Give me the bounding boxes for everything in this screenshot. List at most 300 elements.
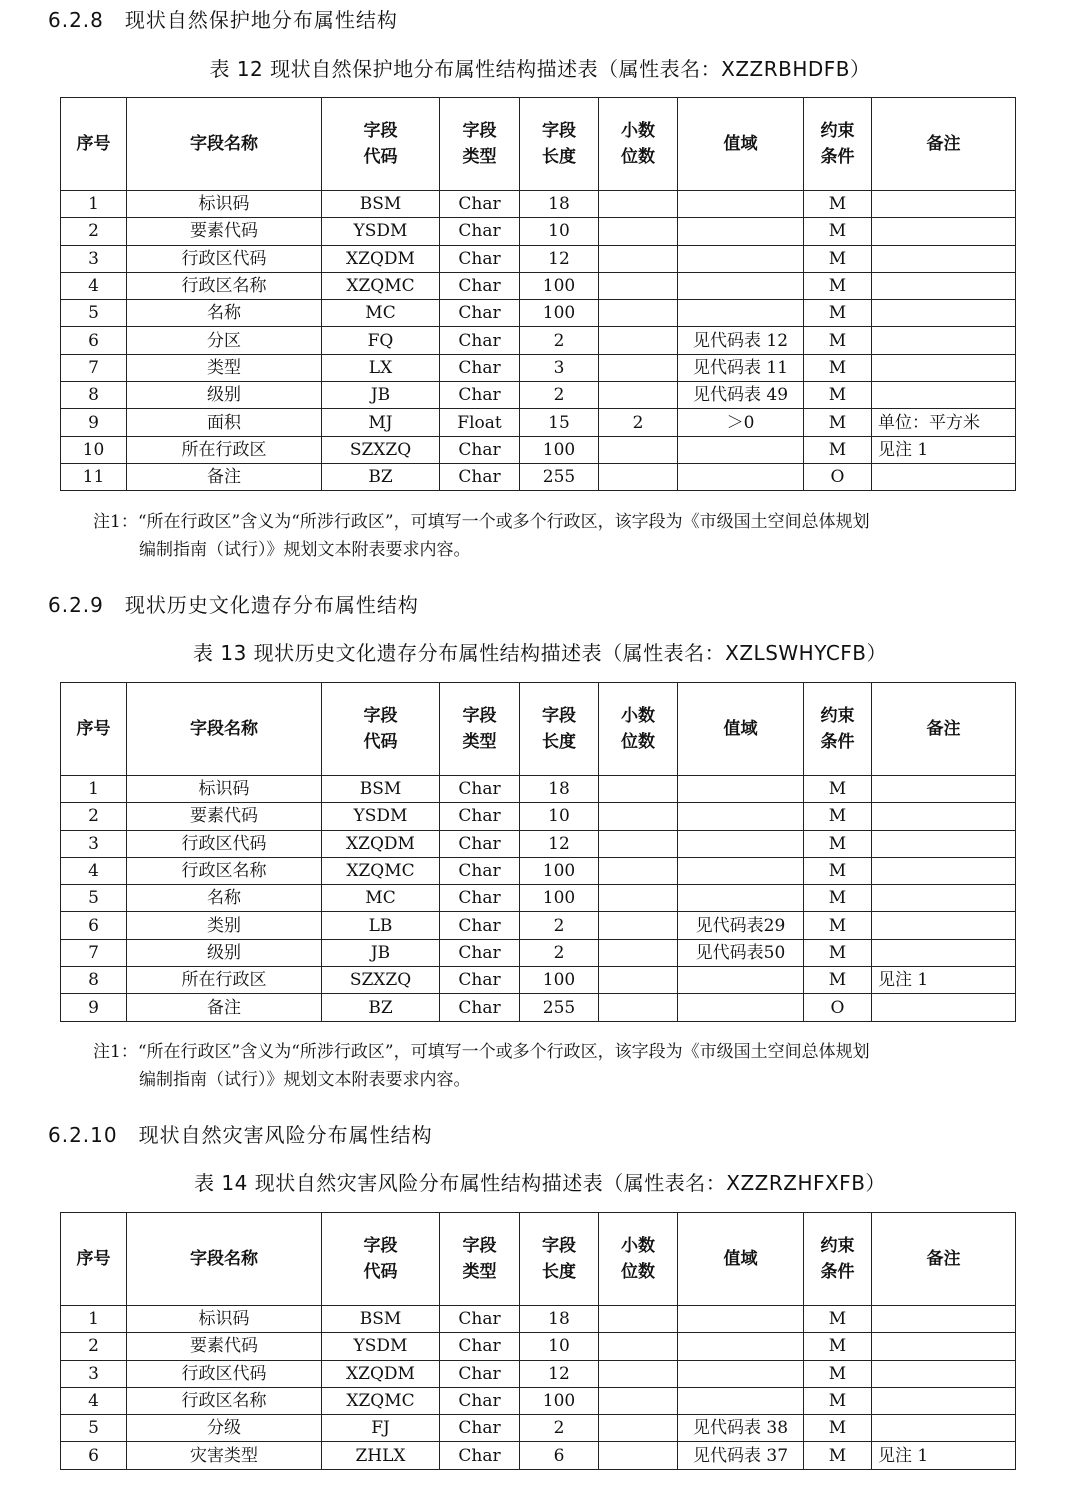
cell-field-length: 6 [520,1442,599,1469]
cell-field-code: YSDM [322,803,440,830]
cell-value-domain [678,218,804,245]
cell-field-name: 类型 [127,354,322,381]
cell-value-domain: 见代码表50 [678,939,804,966]
header-field-type: 字段 类型 [440,683,520,776]
table-row [61,300,1016,327]
cell-remarks [872,300,1016,327]
cell-decimals [599,912,678,939]
table-note-12 [93,508,1023,564]
cell-value-domain: 见代码表 38 [678,1415,804,1442]
cell-remarks [872,272,1016,299]
table-row [61,857,1016,884]
cell-seq: 1 [61,1306,127,1333]
cell-seq: 9 [61,409,127,436]
cell-constraint: M [804,218,872,245]
cell-constraint: M [804,436,872,463]
cell-remarks [872,803,1016,830]
cell-field-type: Char [440,1442,520,1469]
cell-field-type: Char [440,885,520,912]
cell-field-length: 255 [520,994,599,1021]
cell-constraint: M [804,857,872,884]
cell-field-code: FJ [322,1415,440,1442]
cell-field-length: 255 [520,463,599,490]
cell-value-domain: ＞0 [678,409,804,436]
cell-field-code: XZQDM [322,1360,440,1387]
cell-field-code: SZXZQ [322,967,440,994]
cell-field-name: 分区 [127,327,322,354]
cell-value-domain [678,1387,804,1414]
cell-remarks [872,191,1016,218]
table-row [61,939,1016,966]
cell-remarks [872,830,1016,857]
cell-field-length: 12 [520,245,599,272]
cell-field-code: FQ [322,327,440,354]
cell-field-name: 行政区名称 [127,272,322,299]
header-value-domain: 值域 [678,683,804,776]
cell-field-code: ZHLX [322,1442,440,1469]
cell-constraint: M [804,191,872,218]
cell-field-type: Char [440,830,520,857]
cell-field-length: 18 [520,776,599,803]
table-row [61,1360,1016,1387]
note-line-1: 注1：“所在行政区”含义为“所涉行政区”，可填写一个或多个行政区，该字段为《市级国土空间总体规划 [93,512,870,532]
cell-seq: 5 [61,885,127,912]
cell-field-type: Char [440,857,520,884]
header-value-domain: 值域 [678,98,804,191]
cell-field-code: YSDM [322,1333,440,1360]
cell-field-length: 12 [520,1360,599,1387]
cell-constraint: M [804,1442,872,1469]
table-row [61,382,1016,409]
cell-field-length: 10 [520,1333,599,1360]
cell-value-domain [678,191,804,218]
cell-field-type: Char [440,245,520,272]
cell-field-name: 面积 [127,409,322,436]
cell-value-domain [678,776,804,803]
cell-seq: 3 [61,1360,127,1387]
cell-value-domain [678,1333,804,1360]
cell-field-name: 行政区代码 [127,830,322,857]
header-seq: 序号 [61,98,127,191]
header-remarks: 备注 [872,683,1016,776]
cell-seq: 3 [61,245,127,272]
cell-constraint: M [804,409,872,436]
header-field-length: 字段 长度 [520,683,599,776]
cell-seq: 6 [61,327,127,354]
cell-value-domain [678,1306,804,1333]
cell-seq: 8 [61,382,127,409]
table-row [61,409,1016,436]
cell-decimals [599,776,678,803]
cell-constraint: M [804,1360,872,1387]
cell-field-type: Char [440,939,520,966]
cell-seq: 2 [61,803,127,830]
header-field-code: 字段 代码 [322,1213,440,1306]
header-decimals: 小数 位数 [599,98,678,191]
cell-field-type: Char [440,1360,520,1387]
header-field-name: 字段名称 [127,98,322,191]
cell-field-code: LB [322,912,440,939]
cell-field-name: 灾害类型 [127,1442,322,1469]
cell-constraint: M [804,300,872,327]
cell-value-domain [678,967,804,994]
cell-field-length: 100 [520,300,599,327]
table-row [61,1306,1016,1333]
table-row [61,191,1016,218]
cell-decimals [599,1333,678,1360]
cell-remarks [872,885,1016,912]
cell-decimals [599,1306,678,1333]
table-row [61,272,1016,299]
header-seq: 序号 [61,683,127,776]
cell-constraint: M [804,272,872,299]
cell-seq: 4 [61,1387,127,1414]
cell-field-code: BSM [322,191,440,218]
cell-remarks: 见注 1 [872,436,1016,463]
cell-value-domain: 见代码表 37 [678,1442,804,1469]
cell-field-length: 100 [520,967,599,994]
cell-field-length: 10 [520,803,599,830]
cell-field-code: JB [322,939,440,966]
cell-field-type: Float [440,409,520,436]
cell-field-type: Char [440,327,520,354]
cell-field-code: XZQMC [322,272,440,299]
cell-field-length: 2 [520,382,599,409]
header-field-type: 字段 类型 [440,1213,520,1306]
cell-seq: 3 [61,830,127,857]
header-field-code: 字段 代码 [322,98,440,191]
table-row [61,354,1016,381]
cell-value-domain [678,994,804,1021]
cell-seq: 4 [61,272,127,299]
header-remarks: 备注 [872,1213,1016,1306]
cell-decimals [599,382,678,409]
cell-field-length: 12 [520,830,599,857]
cell-remarks: 单位：平方米 [872,409,1016,436]
cell-field-type: Char [440,803,520,830]
cell-constraint: M [804,885,872,912]
table-caption-13: 表 13 现状历史文化遗存分布属性结构描述表（属性表名：XZLSWHYCFB） [192,641,888,665]
cell-decimals [599,803,678,830]
cell-seq: 11 [61,463,127,490]
cell-remarks [872,912,1016,939]
cell-constraint: M [804,803,872,830]
cell-decimals [599,218,678,245]
cell-field-length: 2 [520,912,599,939]
attribute-table-12 [60,97,1016,491]
cell-field-length: 100 [520,436,599,463]
cell-seq: 2 [61,1333,127,1360]
cell-field-name: 行政区代码 [127,245,322,272]
cell-field-name: 类别 [127,912,322,939]
cell-field-code: MC [322,885,440,912]
header-constraint: 约束 条件 [804,683,872,776]
cell-remarks: 见注 1 [872,967,1016,994]
cell-remarks [872,1415,1016,1442]
cell-field-length: 100 [520,1387,599,1414]
cell-remarks [872,1387,1016,1414]
cell-constraint: M [804,382,872,409]
cell-field-code: XZQDM [322,245,440,272]
table-note-13 [93,1038,1023,1094]
cell-field-type: Char [440,1415,520,1442]
cell-field-type: Char [440,967,520,994]
table-caption-12: 表 12 现状自然保护地分布属性结构描述表（属性表名：XZZRBHDFB） [209,57,871,81]
cell-remarks [872,1333,1016,1360]
cell-field-code: XZQMC [322,857,440,884]
cell-seq: 6 [61,1442,127,1469]
cell-value-domain [678,830,804,857]
cell-field-type: Char [440,436,520,463]
cell-field-code: SZXZQ [322,436,440,463]
cell-field-name: 备注 [127,463,322,490]
cell-remarks: 见注 1 [872,1442,1016,1469]
header-decimals: 小数 位数 [599,1213,678,1306]
cell-decimals [599,327,678,354]
note-line-2: 编制指南（试行）》规划文本附表要求内容。 [139,1070,471,1090]
cell-field-type: Char [440,354,520,381]
cell-remarks [872,245,1016,272]
cell-decimals [599,885,678,912]
header-field-name: 字段名称 [127,683,322,776]
header-value-domain: 值域 [678,1213,804,1306]
table-row [61,436,1016,463]
cell-field-name: 标识码 [127,191,322,218]
cell-seq: 4 [61,857,127,884]
cell-decimals: 2 [599,409,678,436]
table-row [61,327,1016,354]
cell-constraint: M [804,1306,872,1333]
cell-constraint: M [804,1415,872,1442]
table-row [61,1442,1016,1469]
cell-field-length: 2 [520,327,599,354]
cell-field-code: MJ [322,409,440,436]
cell-field-name: 行政区代码 [127,1360,322,1387]
cell-remarks [872,1306,1016,1333]
cell-field-code: MC [322,300,440,327]
cell-field-code: BZ [322,994,440,1021]
cell-field-type: Char [440,994,520,1021]
cell-remarks [872,327,1016,354]
cell-value-domain [678,272,804,299]
cell-constraint: M [804,776,872,803]
cell-field-name: 级别 [127,382,322,409]
header-field-length: 字段 长度 [520,1213,599,1306]
cell-field-name: 行政区名称 [127,1387,322,1414]
table-row [61,803,1016,830]
cell-field-name: 标识码 [127,1306,322,1333]
cell-field-type: Char [440,191,520,218]
cell-seq: 2 [61,218,127,245]
cell-decimals [599,272,678,299]
cell-field-name: 要素代码 [127,1333,322,1360]
cell-value-domain [678,803,804,830]
cell-decimals [599,830,678,857]
cell-field-code: XZQMC [322,1387,440,1414]
section-heading-6-2-8: 6.2.8 现状自然保护地分布属性结构 [48,8,398,32]
cell-seq: 5 [61,300,127,327]
cell-decimals [599,463,678,490]
table-row [61,967,1016,994]
note-line-2: 编制指南（试行）》规划文本附表要求内容。 [139,540,471,560]
cell-value-domain [678,1360,804,1387]
cell-field-length: 15 [520,409,599,436]
cell-constraint: M [804,354,872,381]
header-field-length: 字段 长度 [520,98,599,191]
cell-field-name: 备注 [127,994,322,1021]
cell-decimals [599,857,678,884]
cell-field-name: 要素代码 [127,218,322,245]
cell-seq: 1 [61,776,127,803]
table-caption-14: 表 14 现状自然灾害风险分布属性结构描述表（属性表名：XZZRZHFXFB） [194,1171,886,1195]
cell-seq: 8 [61,967,127,994]
cell-seq: 1 [61,191,127,218]
cell-value-domain [678,300,804,327]
header-field-code: 字段 代码 [322,683,440,776]
table-row [61,463,1016,490]
cell-constraint: M [804,245,872,272]
header-remarks: 备注 [872,98,1016,191]
cell-decimals [599,1360,678,1387]
cell-seq: 7 [61,354,127,381]
cell-field-type: Char [440,382,520,409]
cell-field-code: LX [322,354,440,381]
cell-field-length: 2 [520,939,599,966]
cell-remarks [872,857,1016,884]
cell-field-code: BSM [322,776,440,803]
cell-remarks [872,354,1016,381]
table-row [61,1415,1016,1442]
cell-field-length: 2 [520,1415,599,1442]
cell-remarks [872,939,1016,966]
cell-constraint: O [804,994,872,1021]
cell-field-code: XZQDM [322,830,440,857]
cell-field-name: 级别 [127,939,322,966]
cell-field-code: BSM [322,1306,440,1333]
cell-value-domain: 见代码表29 [678,912,804,939]
cell-remarks [872,776,1016,803]
cell-constraint: M [804,912,872,939]
cell-field-type: Char [440,1333,520,1360]
header-field-type: 字段 类型 [440,98,520,191]
cell-constraint: M [804,939,872,966]
table-row [61,912,1016,939]
cell-remarks [872,382,1016,409]
cell-decimals [599,1387,678,1414]
cell-field-name: 标识码 [127,776,322,803]
header-decimals: 小数 位数 [599,683,678,776]
cell-field-name: 所在行政区 [127,967,322,994]
cell-constraint: O [804,463,872,490]
cell-field-type: Char [440,218,520,245]
cell-constraint: M [804,327,872,354]
cell-field-type: Char [440,912,520,939]
cell-remarks [872,218,1016,245]
cell-field-name: 名称 [127,300,322,327]
cell-field-length: 100 [520,857,599,884]
cell-decimals [599,967,678,994]
cell-field-length: 3 [520,354,599,381]
cell-field-type: Char [440,463,520,490]
cell-field-type: Char [440,1387,520,1414]
cell-value-domain [678,885,804,912]
cell-value-domain [678,245,804,272]
cell-constraint: M [804,1387,872,1414]
cell-field-length: 100 [520,272,599,299]
cell-decimals [599,191,678,218]
section-heading-6-2-9: 6.2.9 现状历史文化遗存分布属性结构 [48,593,419,617]
cell-constraint: M [804,967,872,994]
cell-value-domain: 见代码表 11 [678,354,804,381]
cell-decimals [599,1415,678,1442]
table-row [61,994,1016,1021]
cell-field-type: Char [440,300,520,327]
table-row [61,885,1016,912]
cell-value-domain: 见代码表 49 [678,382,804,409]
cell-constraint: M [804,830,872,857]
attribute-table-13 [60,682,1016,1022]
cell-field-name: 所在行政区 [127,436,322,463]
cell-field-length: 18 [520,191,599,218]
cell-seq: 7 [61,939,127,966]
cell-remarks [872,994,1016,1021]
cell-decimals [599,436,678,463]
cell-value-domain: 见代码表 12 [678,327,804,354]
cell-seq: 6 [61,912,127,939]
cell-field-name: 分级 [127,1415,322,1442]
cell-field-type: Char [440,272,520,299]
cell-value-domain [678,857,804,884]
cell-seq: 5 [61,1415,127,1442]
cell-field-length: 100 [520,885,599,912]
cell-field-type: Char [440,776,520,803]
header-constraint: 约束 条件 [804,1213,872,1306]
cell-field-type: Char [440,1306,520,1333]
cell-remarks [872,1360,1016,1387]
cell-decimals [599,245,678,272]
cell-field-length: 10 [520,218,599,245]
table-row [61,1333,1016,1360]
header-constraint: 约束 条件 [804,98,872,191]
cell-decimals [599,939,678,966]
cell-decimals [599,354,678,381]
note-line-1: 注1：“所在行政区”含义为“所涉行政区”，可填写一个或多个行政区，该字段为《市级国土空间总体规划 [93,1042,870,1062]
header-field-name: 字段名称 [127,1213,322,1306]
header-seq: 序号 [61,1213,127,1306]
cell-decimals [599,1442,678,1469]
cell-seq: 10 [61,436,127,463]
attribute-table-14 [60,1212,1016,1470]
cell-field-name: 名称 [127,885,322,912]
cell-field-code: BZ [322,463,440,490]
cell-field-name: 行政区名称 [127,857,322,884]
table-row [61,218,1016,245]
cell-field-name: 要素代码 [127,803,322,830]
cell-field-code: YSDM [322,218,440,245]
section-heading-6-2-10: 6.2.10 现状自然灾害风险分布属性结构 [48,1123,433,1147]
table-row [61,776,1016,803]
cell-seq: 9 [61,994,127,1021]
cell-field-code: JB [322,382,440,409]
cell-decimals [599,994,678,1021]
table-row [61,1387,1016,1414]
cell-remarks [872,463,1016,490]
table-row [61,830,1016,857]
table-row [61,245,1016,272]
cell-field-length: 18 [520,1306,599,1333]
cell-decimals [599,300,678,327]
cell-constraint: M [804,1333,872,1360]
